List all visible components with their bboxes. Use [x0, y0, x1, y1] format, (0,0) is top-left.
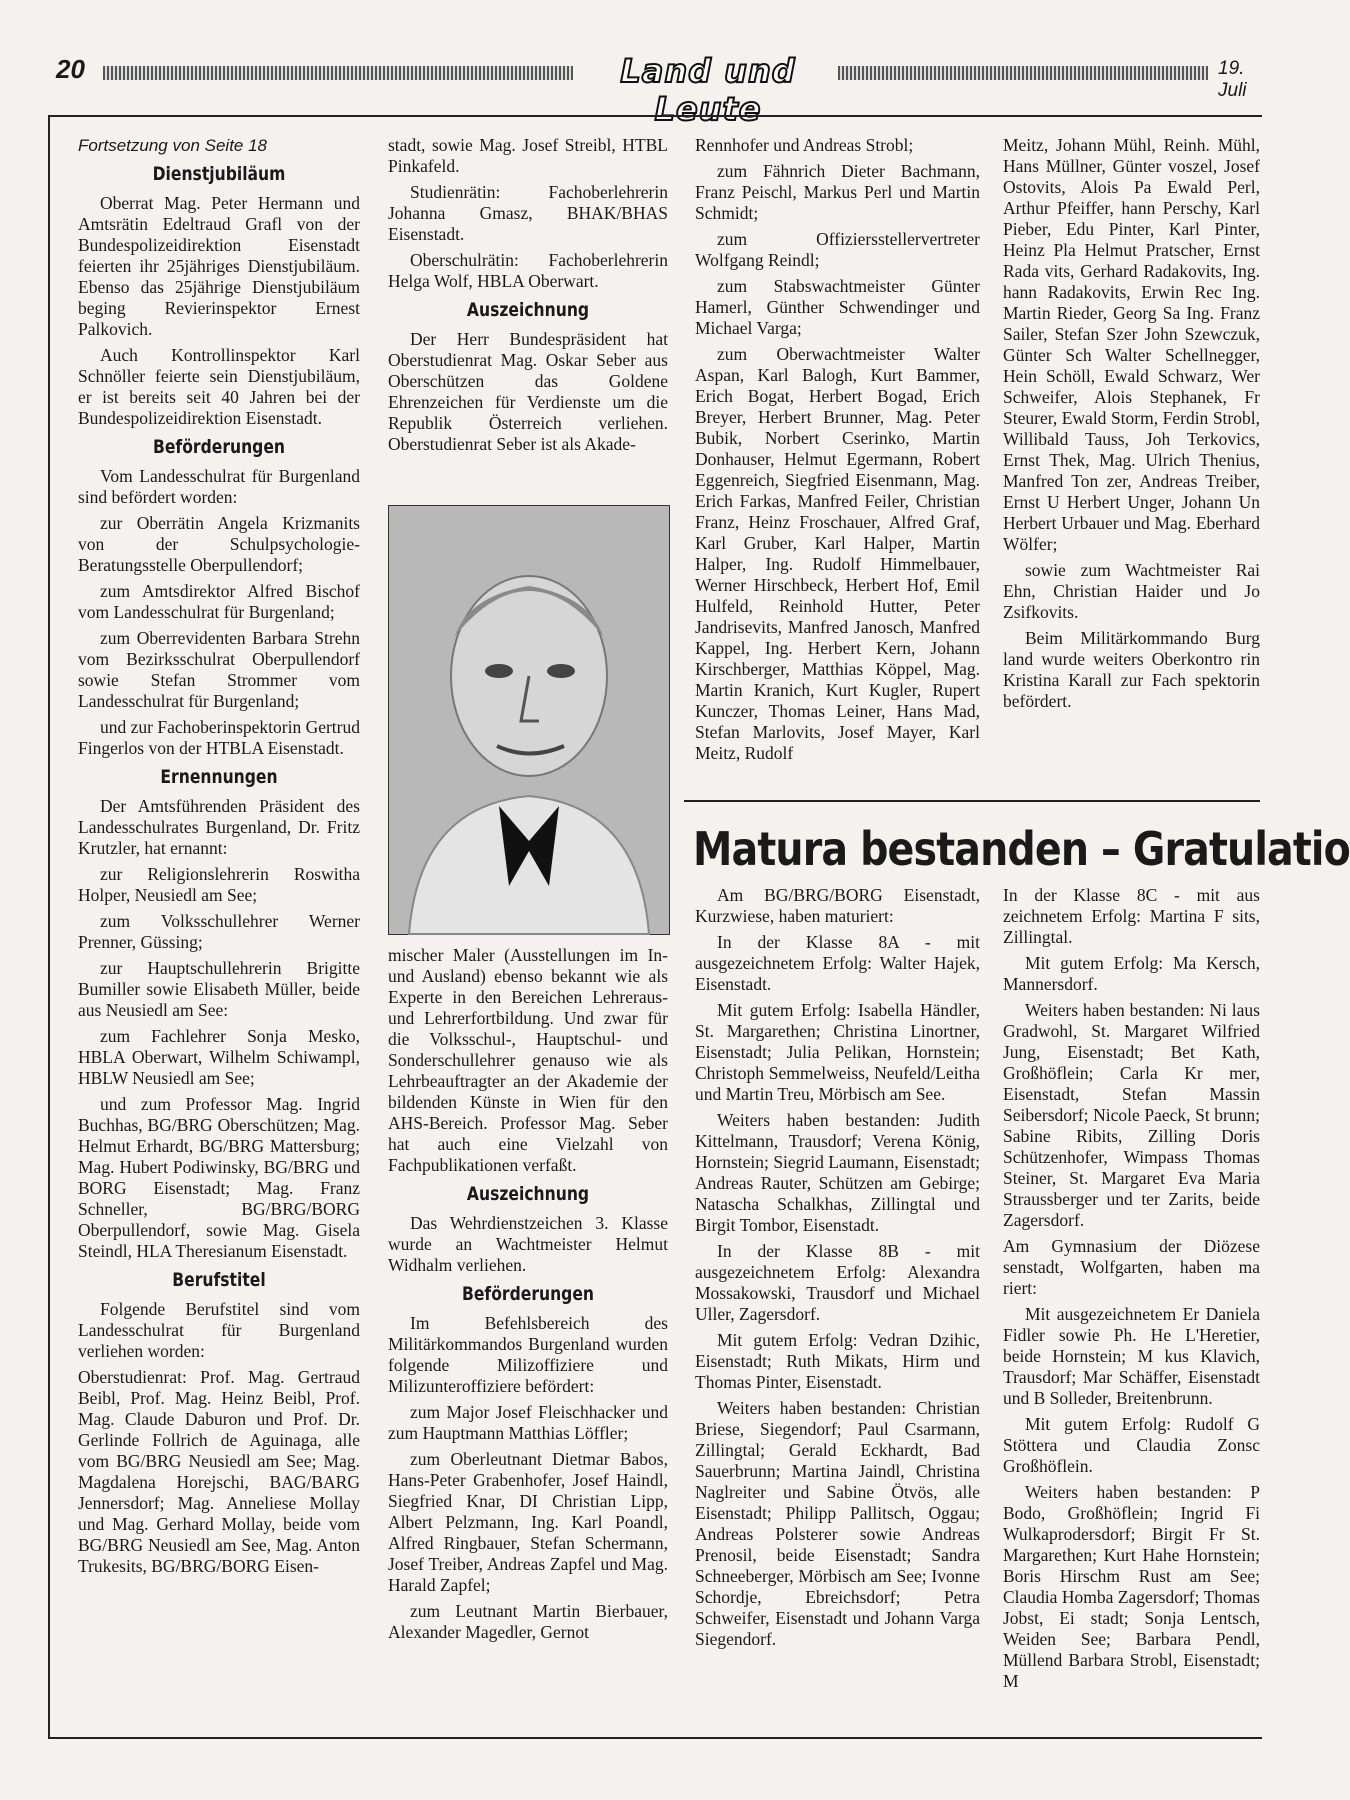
paragraph: Meitz, Johann Mühl, Reinh. Mühl, Hans Müllner, Günter voszel, Josef Ostovits, Alois Pa Ewald Perl, Arthur Pfeiffer, hann Perschy, Karl Pieber, Edu Pinter, Karl Pinter, Heinz Pla Helmut Pratscher, Ernst Rada vits, Gerhard Radakovits, Ing. hann Radakovits, Erwin Rec Ing. Martin Rieder, Georg Sa Ing. Franz Sailer, Stefan Szer John Szewczuk, Günter Sch Walter Schellnegger, Hein Schöll, Ewald Schwarz, Wer Schweifer, Alois Stephanek, Fr Steurer, Ewald Storm, Ferdin Strobl, Willibald Tauss, Joh Terkovics, Ernst Thek, Mag. Ulrich Thenius, Manfred Ton zer, Andreas Treiber, Ernst U Herbert Unger, Johann Un Herbert Urbauer und Mag. Eberhard Wölfer;: [1003, 135, 1260, 554]
paragraph: In der Klasse 8A - mit ausgezeichnetem Erfolg: Walter Hajek, Eisenstadt.: [695, 932, 980, 994]
paragraph: Am Gymnasium der Diözese senstadt, Wolfgarten, haben ma riert:: [1003, 1236, 1260, 1298]
column-3: [695, 135, 980, 769]
section-heading: Ernennungen: [160, 766, 278, 788]
paragraph: Im Befehlsbereich des Militärkommandos Burgenland wurden folgende Milizoffiziere und Milizunteroffiziere befördert:: [388, 1313, 668, 1396]
continuation-note: Fortsetzung von Seite 18: [78, 136, 268, 155]
paragraph: Der Amtsführenden Präsident des Landesschulrates Burgenland, Dr. Fritz Krutzler, hat ernannt:: [78, 796, 360, 858]
paragraph: und zum Professor Mag. Ingrid Buchhas, BG/BRG Oberschützen; Mag. Helmut Erhardt, BG/BRG Mattersburg; Mag. Hubert Podiwinsky, BG/BRG und BORG Eisenstadt; Mag. Franz Schneller, BG/BRG/BORG Oberpullendorf, sowie Mag. Gisela Steindl, HLA Theresianum Eisenstadt.: [78, 1094, 360, 1261]
paragraph: In der Klasse 8C - mit aus zeichnetem Erfolg: Martina F sits, Zillingtal.: [1003, 885, 1260, 947]
paragraph: zum Leutnant Martin Bierbauer, Alexander Magedler, Gernot: [388, 1601, 668, 1642]
paragraph: Oberstudienrat: Prof. Mag. Gertraud Beibl, Prof. Mag. Heinz Beibl, Prof. Mag. Claude Daburon und Prof. Dr. Gerlinde Follrich de Aguinaga, alle vom BG/BRG Neusiedl am See; Mag. Magdalena Horejschi, BAG/BARG Jennersdorf; Mag. Anneliese Mollay und Mag. Gerhard Mollay, beide vom BG/BRG Neusiedl am See, Mag. Anton Trukesits, BG/BRG/BORG Eisen-: [78, 1367, 360, 1576]
paragraph: zum Volksschullehrer Werner Prenner, Güssing;: [78, 911, 360, 952]
paragraph: Rennhofer und Andreas Strobl;: [695, 135, 914, 155]
column-1: [78, 135, 360, 1582]
paragraph: zum Oberleutnant Dietmar Babos, Hans-Peter Grabenhofer, Josef Haindl, Siegfried Knar, DI Christian Lipp, Albert Pelzmann, Ing. Karl Poandl, Alfred Ringbauer, Stefan Schermann, Josef Treiber, Andreas Zapfel und Mag. Harald Zapfel;: [388, 1449, 668, 1595]
paragraph: Vom Landesschulrat für Burgenland sind befördert worden:: [78, 466, 360, 507]
header-rule-right: [838, 66, 1208, 80]
paragraph: zum Fachlehrer Sonja Mesko, HBLA Oberwart, Wilhelm Schiwampl, HBLW Neusiedl am See;: [78, 1026, 360, 1088]
header-rule-left: [103, 66, 573, 80]
column-2-bottom: [388, 945, 668, 1648]
paragraph: zum Major Josef Fleischhacker und zum Hauptmann Matthias Löffler;: [388, 1402, 668, 1443]
portrait-photo: [388, 505, 670, 935]
column-2-top: [388, 135, 668, 460]
paragraph: zum Fähnrich Dieter Bachmann, Franz Peischl, Markus Perl und Martin Schmidt;: [695, 161, 980, 223]
paragraph: In der Klasse 8B - mit ausgezeichnetem Erfolg: Alexandra Mossakowski, Trausdorf und Michael Uller, Zagersdorf.: [695, 1241, 980, 1324]
paragraph: Mit gutem Erfolg: Isabella Händler, St. Margarethen; Christina Linortner, Eisenstadt; Julia Pelikan, Hornstein; Christoph Semmelweiss, Neufeld/Leitha und Martin Treu, Mörbisch am See.: [695, 1000, 980, 1104]
paragraph: Weiters haben bestanden: P Bodo, Großhöflein; Ingrid Fi Wulkaprodersdorf; Birgit Fr St. Margarethen; Kurt Hahe Hornstein; Boris Hirschm Rust am See; Claudia Homba Zagersdorf; Thomas Jobst, Ei stadt; Sonja Lentsch, Weiden See; Barbara Pendl, Müllend Barbara Strobl, Eisenstadt; M: [1003, 1482, 1260, 1691]
paragraph: zur Hauptschullehrerin Brigitte Bumiller sowie Elisabeth Müller, beide aus Neusiedl am See:: [78, 958, 360, 1020]
paragraph: Beim Militärkommando Burg land wurde weiters Oberkontro rin Kristina Karall zur Fach spektorin befördert.: [1003, 628, 1260, 711]
section-divider: [684, 800, 1260, 802]
matura-column-2: [1003, 885, 1260, 1697]
paragraph: zum Oberrevidenten Barbara Strehn vom Bezirksschulrat Oberpullendorf sowie Stefan Strommer vom Landesschulrat für Burgenland;: [78, 628, 360, 711]
paragraph: Oberrat Mag. Peter Hermann und Amtsrätin Edeltraud Grafl von der Bundespolizeidirektion Eisenstadt feierten ihr 25jähriges Dienstjubiläum. Ebenso das 25jährige Dienstjubiläum beging Revierinspektor Ernest Palkovich.: [78, 193, 360, 339]
masthead-logo: Land und Leute: [620, 52, 796, 128]
paragraph: zum Stabswachtmeister Günter Hamerl, Günther Schwendinger und Michael Varga;: [695, 276, 980, 338]
page-number: 20: [56, 54, 85, 84]
paragraph: Am BG/BRG/BORG Eisenstadt, Kurzwiese, haben maturiert:: [695, 885, 980, 926]
paragraph: Das Wehrdienstzeichen 3. Klasse wurde an Wachtmeister Helmut Widhalm verliehen.: [388, 1213, 668, 1275]
paragraph: Auch Kontrollinspektor Karl Schnöller feierte sein Dienstjubiläum, er ist bereits seit 40 Jahren bei der Bundespolizeidirektion Eisenstadt.: [78, 345, 360, 428]
paragraph: Mit gutem Erfolg: Rudolf G Stöttera und Claudia Zonsc Großhöflein.: [1003, 1414, 1260, 1476]
paragraph: Weiters haben bestanden: Ni laus Gradwohl, St. Margaret Wilfried Jung, Eisenstadt; Bet Kath, Großhöflein; Carla Kr mer, Eisenstadt, Stefan Massin Seibersdorf; Nicole Paeck, St brunn; Sabine Ribits, Zilling Doris Schützenhofer, Wimpass Thomas Steiner, St. Margaret Eva Maria Straussberger und ter Zarits, beide Zagersdorf.: [1003, 1000, 1260, 1230]
paragraph: Mit gutem Erfolg: Ma Kersch, Mannersdorf.: [1003, 953, 1260, 994]
paragraph: mischer Maler (Ausstellungen im In- und Ausland) ebenso bekannt wie als Experte in den Bereichen Lehreraus- und Lehrerfortbildung. Und zwar für die Volksschul-, Hauptschul- und Sonderschullehrer genauso wie als Lehrbeauftragter an der Akademie der bildenden Künste in Wien für den AHS-Bereich. Professor Mag. Seber hat auch eine Vielzahl von Fachpublikationen verfaßt.: [388, 945, 668, 1175]
paragraph: Oberschulrätin: Fachoberlehrerin Helga Wolf, HBLA Oberwart.: [388, 250, 668, 291]
paragraph: zum Amtsdirektor Alfred Bischof vom Landesschulrat für Burgenland;: [78, 581, 360, 622]
matura-headline: Matura bestanden – Gratulatio: [693, 822, 1350, 876]
section-heading: Beförderungen: [152, 436, 285, 458]
paragraph: Weiters haben bestanden: Judith Kittelmann, Trausdorf; Verena König, Hornstein; Siegrid Laumann, Eisenstadt; Andreas Rauter, Schützen am Gebirge; Natascha Schalkhas, Zillingtal und Birgit Tombor, Eisenstadt.: [695, 1110, 980, 1235]
paragraph: sowie zum Wachtmeister Rai Ehn, Christian Haider und Jo Zsifkovits.: [1003, 560, 1260, 622]
section-heading: Beförderungen: [461, 1283, 594, 1305]
paragraph: Folgende Berufstitel sind vom Landesschulrat für Burgenland verliehen worden:: [78, 1299, 360, 1361]
paragraph: zum Oberwachtmeister Walter Aspan, Karl Balogh, Kurt Bammer, Erich Bogat, Herbert Bogad, Erich Breyer, Herbert Brunner, Mag. Peter Bubik, Norbert Cserinko, Martin Donhauser, Helmut Egermann, Robert Eggenreich, Siegfried Eisenmann, Mag. Erich Farkas, Manfred Feiler, Christian Franz, Heinz Froschauer, Alfred Graf, Karl Gruber, Karl Halper, Martin Halper, Ing. Rudolf Himmelbauer, Werner Hirschbeck, Herbert Hof, Emil Hulfeld, Reinhold Hutter, Peter Jandrisevits, Manfred Janosch, Manfred Kappel, Ing. Herbert Kern, Johann Kirschberger, Matthias Köppel, Mag. Martin Kranich, Kurt Kugler, Rupert Kunczer, Thomas Leiner, Hans Mad, Stefan Marlovits, Josef Mayer, Karl Meitz, Rudolf: [695, 344, 980, 763]
issue-date: 19. Juli: [1218, 58, 1247, 101]
paragraph: zur Oberrätin Angela Krizmanits von der Schulpsychologie-Beratungsstelle Oberpullendorf;: [78, 513, 360, 575]
paragraph: und zur Fachoberinspektorin Gertrud Fingerlos von der HTBLA Eisenstadt.: [78, 717, 360, 758]
paragraph: Studienrätin: Fachoberlehrerin Johanna Gmasz, BHAK/BHAS Eisenstadt.: [388, 182, 668, 244]
section-heading: Berufstitel: [172, 1269, 266, 1291]
section-heading: Auszeichnung: [466, 299, 590, 321]
paragraph: zum Offiziersstellervertreter Wolfgang Reindl;: [695, 229, 980, 270]
section-heading: Dienstjubiläum: [152, 163, 286, 185]
page-header: [48, 52, 1260, 128]
matura-column-1: [695, 885, 980, 1655]
section-heading: Auszeichnung: [466, 1183, 590, 1205]
paragraph: zur Religionslehrerin Roswitha Holper, Neusiedl am See;: [78, 864, 360, 905]
portrait-illustration: [389, 506, 669, 934]
paragraph: Der Herr Bundespräsident hat Oberstudienrat Mag. Oskar Seber aus Oberschützen das Goldene Ehrenzeichen für Verdienste um die Republik Österreich verliehen. Oberstudienrat Seber ist als Akade-: [388, 329, 668, 454]
paragraph: stadt, sowie Mag. Josef Streibl, HTBL Pinkafeld.: [388, 135, 668, 176]
paragraph: Mit gutem Erfolg: Vedran Dzihic, Eisenstadt; Ruth Mikats, Hirm und Thomas Pinter, Eisenstadt.: [695, 1330, 980, 1392]
paragraph: Mit ausgezeichnetem Er Daniela Fidler sowie Ph. He L'Heretier, beide Hornstein; M kus Klavich, Trausdorf; Mar Schäffer, Eisenstadt und B Solleder, Breitenbrunn.: [1003, 1304, 1260, 1408]
paragraph: Weiters haben bestanden: Christian Briese, Siegendorf; Paul Csarmann, Zillingtal; Gerald Eckhardt, Bad Sauerbrunn; Martina Jaindl, Christina Naglreiter und Sabine Ötvös, alle Eisenstadt; Philipp Pallitsch, Oggau; Andreas Polsterer sowie Andreas Prenosil, beide Eisenstadt; Sandra Schneeberger, Mörbisch am See; Ivonne Schordje, Ebreichsdorf; Petra Schweifer, Eisenstadt und Johann Varga Siegendorf.: [695, 1398, 980, 1649]
column-4: [1003, 135, 1260, 717]
